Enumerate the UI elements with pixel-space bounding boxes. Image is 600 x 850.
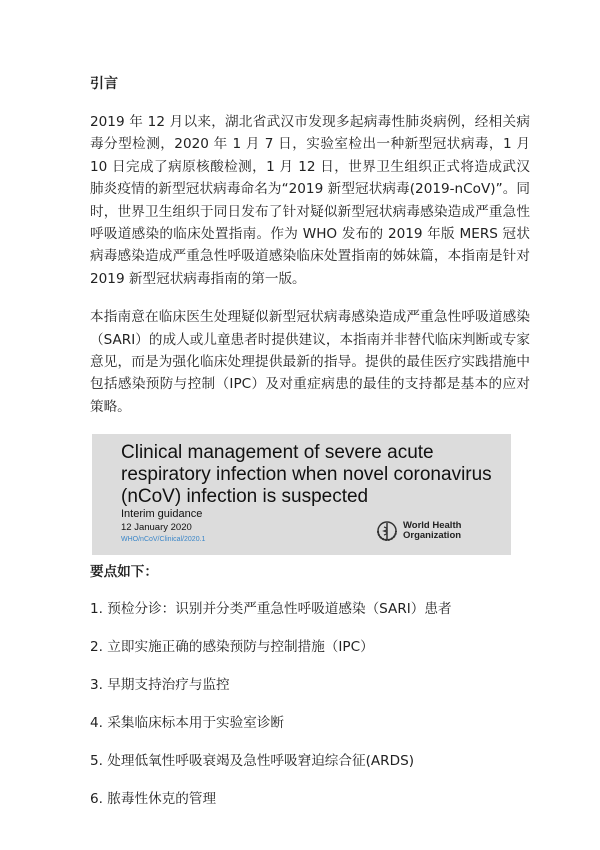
cover-code: WHO/nCoV/Clinical/2020.1 xyxy=(121,536,206,544)
list-item: 2. 立即实施正确的感染预防与控制措施（IPC） xyxy=(90,639,374,656)
who-logo xyxy=(374,518,475,544)
cover-date: 12 January 2020 xyxy=(121,522,192,534)
cover-subtitle: Interim guidance xyxy=(121,508,203,521)
list-item: 6. 脓毒性休克的管理 xyxy=(90,791,217,808)
list-item: 3. 早期支持治疗与监控 xyxy=(90,677,230,694)
guidance-cover-image xyxy=(92,434,511,555)
list-item: 4. 采集临床标本用于实验室诊断 xyxy=(90,715,285,732)
list-item: 1. 预检分诊：识别并分类严重急性呼吸道感染（SARI）患者 xyxy=(90,601,452,618)
intro-paragraph: 2019 年 12 月以来，湖北省武汉市发现多起病毒性肺炎病例，经相关病毒分型检测，2020 年 1 月 7 日，实验室检出一种新型冠状病毒，1 月 10 日完成了病原核酸检测，1 月 12 日，世界卫生组织正式将造成武汉肺炎疫情的新型冠状病毒命名为“2019 新型冠状病毒(2019-nCoV)”。同时，世界卫生组织于同日发布了针对疑似新型冠状病毒感染造成严重急性呼吸道感染的临床处置指南。作为 WHO 发布的 2019 年版 MERS 冠状病毒感染造成严重急性呼吸道感染临床处置指南的姊妹篇，本指南是针对 2019 新型冠状病毒指南的第一版。 xyxy=(90,114,530,287)
purpose-paragraph: 本指南意在临床医生处理疑似新型冠状病毒感染造成严重急性呼吸道感染（SARI）的成人或儿童患者时提供建议，本指南并非替代临床判断或专家意见，而是为强化临床处理提供最新的指导。提供的最佳医疗实践措施中包括感染预防与控制（IPC）及对重症病患的最佳的支持都是基本的应对策略。 xyxy=(90,309,530,415)
list-item: 5. 处理低氧性呼吸衰竭及急性呼吸窘迫综合征(ARDS) xyxy=(90,753,415,770)
section-heading: 引言 xyxy=(90,76,118,92)
who-emblem-icon xyxy=(374,518,400,544)
key-points-heading: 要点如下： xyxy=(90,564,158,581)
who-name: World Health Organization xyxy=(403,520,462,542)
cover-title: Clinical management of severe acute respiratory infection when novel coronavirus (nCoV) infection is suspected xyxy=(121,442,492,508)
